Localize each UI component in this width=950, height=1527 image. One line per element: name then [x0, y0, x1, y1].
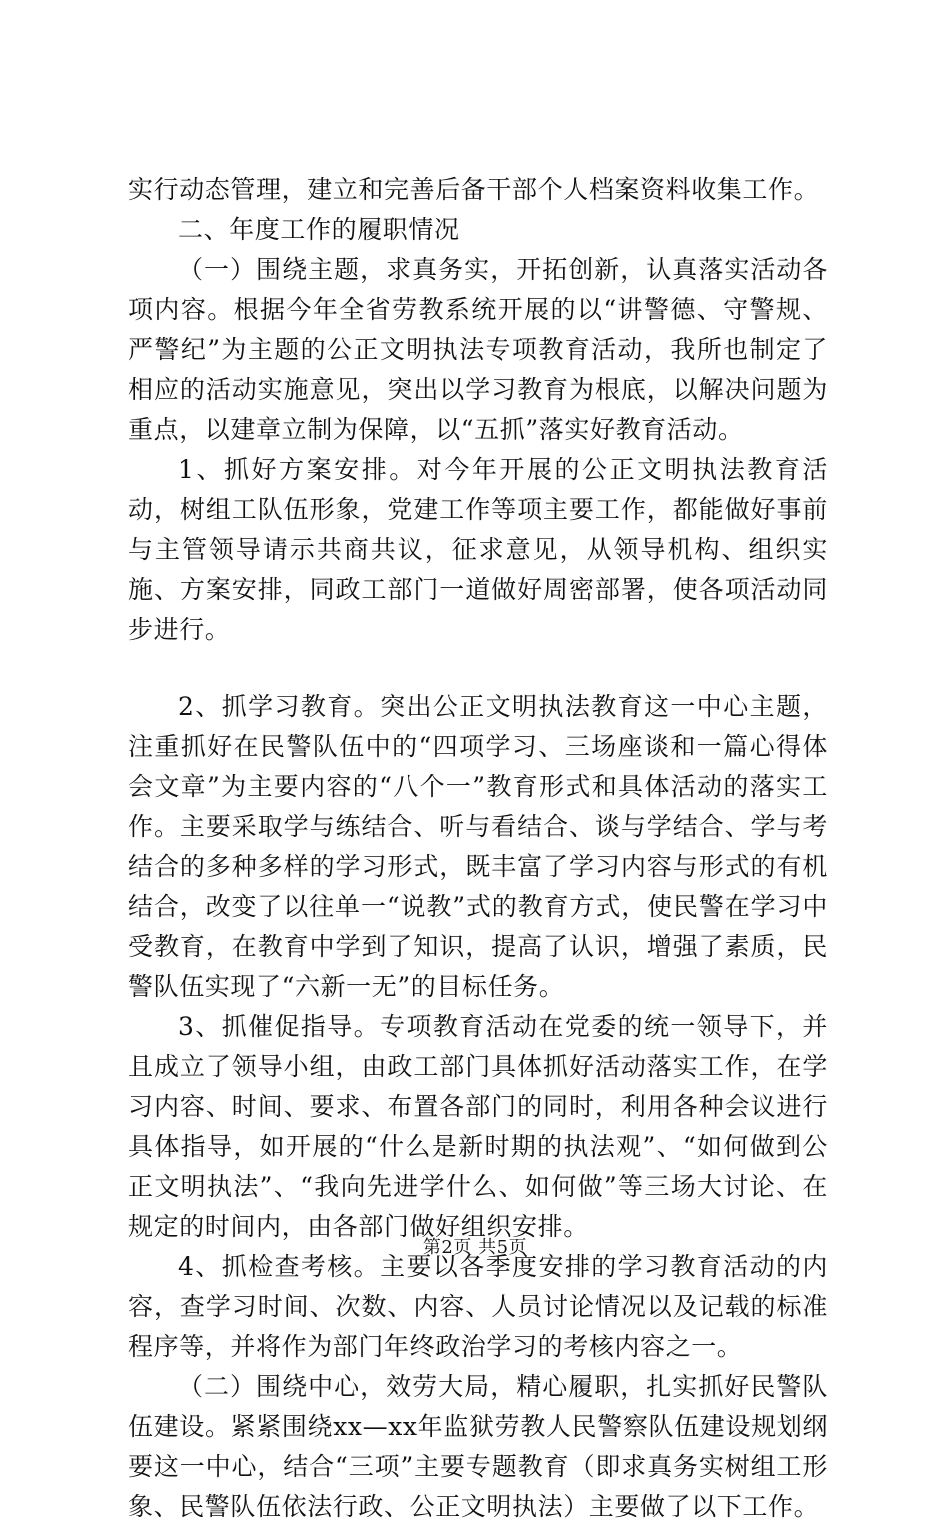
paragraph-subsection-1: （一）围绕主题，求真务实，开拓创新，认真落实活动各项内容。根据今年全省劳教系统开展的以“讲警德、守警规、严警纪”为主题的公正文明执法专项教育活动，我所也制定了相应的活动实施意见，突出以学习教育为根底，以解决问题为重点，以建章立制为保障，以“五抓”落实好教育活动。: [128, 255, 828, 444]
paragraph-item-1: 1、抓好方案安排。对今年开展的公正文明执法教育活动，树组工队伍形象，党建工作等项主要工作，都能做好事前与主管领导请示共商共议，征求意见，从领导机构、组织实施、方案安排，同政工部门一道做好周密部署，使各项活动同步进行。: [128, 455, 828, 644]
paragraph-continuation: 实行动态管理，建立和完善后备干部个人档案资料收集工作。: [128, 175, 820, 204]
paragraph-subsection-2: （二）围绕中心，效劳大局，精心履职，扎实抓好民警队伍建设。紧紧围绕xx—xx年监狱劳教人民警察队伍建设规划纲要这一中心，结合“三项”主要专题教育（即求真务实树组工形象、民警队伍依法行政、公正文明执法）主要做了以下工作。: [128, 1372, 828, 1521]
paragraph-item-4: 4、抓检查考核。主要以各季度安排的学习教育活动的内容，查学习时间、次数、内容、人员讨论情况以及记载的标准程序等，并将作为部门年终政治学习的考核内容之一。: [128, 1252, 828, 1361]
document-body: [128, 170, 828, 1527]
paragraph-item-3: 3、抓催促指导。专项教育活动在党委的统一领导下，并且成立了领导小组，由政工部门具体抓好活动落实工作，在学习内容、时间、要求、布置各部门的同时，利用各种会议进行具体指导，如开展的“什么是新时期的执法观”、“如何做到公正文明执法”、“我向先进学什么、如何做”等三场大讨论、在规定的时间内，由各部门做好组织安排。: [128, 1012, 828, 1241]
section-heading: 二、年度工作的履职情况: [178, 215, 460, 244]
paragraph-item-2: 2、抓学习教育。突出公正文明执法教育这一中心主题，注重抓好在民警队伍中的“四项学习、三场座谈和一篇心得体会文章”为主要内容的“八个一”教育形式和具体活动的落实工作。主要采取学与练结合、听与看结合、谈与学结合、学与考结合的多种多样的学习形式，既丰富了学习内容与形式的有机结合，改变了以往单一“说教”式的教育方式，使民警在学习中受教育，在教育中学到了知识，提高了认识，增强了素质，民警队伍实现了“六新一无”的目标任务。: [128, 692, 828, 1001]
page-number-footer: 第2页 共5页: [422, 1237, 528, 1258]
